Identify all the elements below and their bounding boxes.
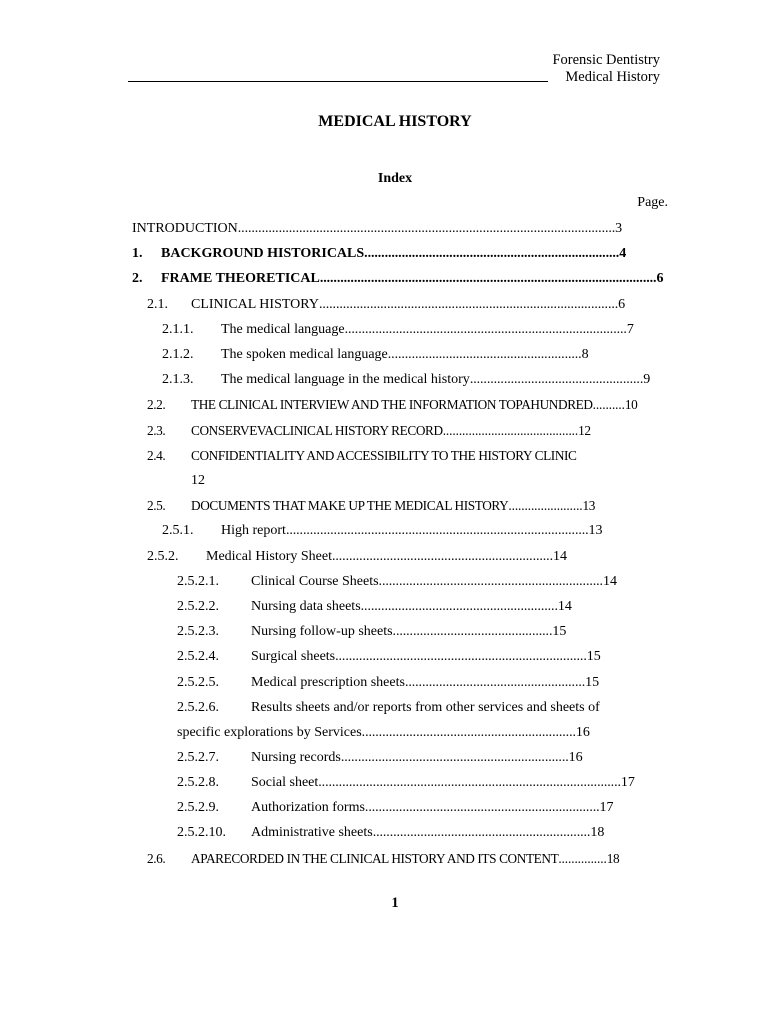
toc-entry-2-5-2-6[interactable]: [177, 699, 600, 717]
toc-entry-2-3[interactable]: [147, 422, 591, 440]
toc-leader-dots: ...............: [558, 851, 607, 866]
toc-entry-text: APARECORDED IN THE CLINICAL HISTORY AND ITS CONTENT: [191, 851, 559, 866]
toc-entry-text: CLINICAL HISTORY: [191, 297, 319, 312]
toc-entry-text: Nursing data sheets: [251, 599, 361, 614]
toc-entry-2-5-2-6-cont[interactable]: [177, 724, 590, 742]
toc-entry-2-1-1[interactable]: [162, 321, 634, 339]
toc-entry-number: 2.5.2.7.: [177, 750, 219, 765]
toc-entry-text: The medical language: [221, 322, 345, 337]
toc-leader-dots: ...................................................................................: [344, 322, 627, 337]
toc-entry-number: 2.5.2.10.: [177, 825, 226, 840]
toc-entry-2-1-3[interactable]: [162, 371, 650, 389]
toc-leader-dots: ..........................................................: [360, 599, 558, 614]
toc-entry-2[interactable]: [132, 270, 663, 288]
toc-entry-number: 2.5.2.: [147, 549, 179, 564]
toc-page-number: 17: [599, 800, 614, 815]
toc-entry-text: INTRODUCTION: [132, 221, 238, 236]
toc-entry-2-1[interactable]: [147, 296, 625, 314]
toc-leader-dots: ...........................................................................: [364, 246, 620, 261]
toc-entry-text: Social sheet: [251, 775, 319, 790]
toc-entry-text: CONSERVEVACLINICAL HISTORY RECORD: [191, 423, 443, 438]
toc-entry-2-5-2-2[interactable]: [177, 598, 572, 616]
toc-entry-text: FRAME THEORETICAL: [161, 271, 320, 286]
toc-entry-number: 2.1.1.: [162, 322, 194, 337]
toc-page-number: 12: [578, 423, 591, 438]
toc-leader-dots: ..........................................................................: [335, 649, 587, 664]
document-title: MEDICAL HISTORY: [318, 113, 472, 130]
toc-entry-text: THE CLINICAL INTERVIEW AND THE INFORMATION TOPAHUNDRED: [191, 397, 593, 412]
toc-entry-number: 1.: [132, 246, 143, 261]
header-rule: [128, 81, 548, 82]
toc-entry-2-5-2-4[interactable]: [177, 648, 601, 666]
toc-entry-2-5[interactable]: [147, 497, 595, 515]
toc-page-number: 10: [624, 397, 638, 412]
toc-entry-2-5-2-1[interactable]: [177, 573, 617, 591]
toc-page-number: 13: [588, 523, 603, 538]
toc-entry-2-5-2-9[interactable]: [177, 799, 614, 817]
toc-page-number: 15: [586, 649, 601, 664]
page-column-label: Page.: [637, 195, 668, 210]
toc-leader-dots: .........................................................: [387, 347, 582, 362]
toc-page-number: 15: [552, 624, 567, 639]
toc-leader-dots: ..........................................: [442, 423, 579, 438]
toc-leader-dots: ........................................................................................: [318, 297, 619, 312]
toc-entry-text: BACKGROUND HISTORICALS: [161, 246, 365, 261]
index-heading: Index: [377, 171, 413, 186]
toc-leader-dots: ................................................................: [372, 825, 591, 840]
header-line-1: Forensic Dentistry: [552, 52, 660, 68]
toc-page-number: 7: [626, 322, 634, 337]
toc-page-number: 9: [643, 372, 651, 387]
toc-leader-dots: ...............................................................: [361, 725, 576, 740]
toc-entry-number: 2.5.2.4.: [177, 649, 219, 664]
toc-entry-number: 2.1.3.: [162, 372, 194, 387]
toc-leader-dots: ...............................................: [392, 624, 553, 639]
toc-entry-text: Authorization forms: [251, 800, 365, 815]
toc-entry-text: specific explorations by Services: [177, 725, 362, 740]
toc-entry-introduction[interactable]: [132, 220, 622, 238]
toc-page-number: 16: [575, 725, 590, 740]
toc-page-number: 18: [606, 851, 620, 866]
toc-entry-number: 2.1.2.: [162, 347, 194, 362]
toc-page-number: 13: [582, 498, 596, 513]
toc-page-number: 8: [581, 347, 589, 362]
toc-entry-number: 2.5.2.1.: [177, 574, 219, 589]
toc-page-number: 18: [590, 825, 605, 840]
toc-entry-number: 2.6.: [147, 851, 166, 866]
toc-entry-text: The medical language in the medical history: [221, 372, 470, 387]
toc-entry-2-5-2-8[interactable]: [177, 774, 635, 792]
toc-entry-2-4-page[interactable]: [191, 472, 205, 490]
toc-leader-dots: ..................................................................: [378, 574, 603, 589]
toc-leader-dots: .................................................................: [331, 549, 553, 564]
toc-entry-2-5-2-5[interactable]: [177, 674, 599, 692]
toc-leader-dots: ...................................................: [469, 372, 644, 387]
toc-entry-text: The spoken medical language: [221, 347, 388, 362]
toc-page-number: 16: [568, 750, 583, 765]
toc-entry-text: Nursing follow-up sheets: [251, 624, 393, 639]
toc-entry-2-2[interactable]: [147, 396, 637, 414]
toc-entry-number: 2.5.2.8.: [177, 775, 219, 790]
toc-entry-number: 2.1.: [147, 297, 168, 312]
toc-entry-2-5-2[interactable]: [147, 548, 567, 566]
footer-page-number: 1: [391, 895, 399, 911]
toc-entry-number: 2.2.: [147, 397, 166, 412]
toc-entry-number: 2.5.2.6.: [177, 700, 219, 715]
toc-leader-dots: .........................................................................................: [318, 775, 621, 790]
toc-entry-number: 2.5.2.3.: [177, 624, 219, 639]
toc-entry-number: 2.5.: [147, 498, 166, 513]
toc-page-number: 4: [619, 246, 627, 261]
toc-leader-dots: .......................: [508, 498, 583, 513]
toc-leader-dots: ..........: [592, 397, 625, 412]
toc-entry-text: Nursing records: [251, 750, 341, 765]
toc-entry-2-1-2[interactable]: [162, 346, 589, 364]
toc-leader-dots: .....................................................................: [364, 800, 600, 815]
running-header: [552, 52, 660, 86]
toc-page-number: 14: [602, 574, 617, 589]
toc-entry-number: 2.5.2.5.: [177, 675, 219, 690]
toc-page-number: 17: [620, 775, 635, 790]
toc-entry-2-5-1[interactable]: [162, 522, 603, 540]
header-line-2: Medical History: [565, 69, 660, 85]
toc-entry-2-4[interactable]: [147, 447, 577, 465]
toc-entry-text: High report: [221, 523, 286, 538]
toc-leader-dots: .........................................................................................: [285, 523, 589, 538]
toc-entry-text: Surgical sheets: [251, 649, 336, 664]
toc-entry-number: 2.4.: [147, 448, 166, 463]
toc-entry-text: Results sheets and/or reports from other services and sheets of: [251, 700, 600, 715]
toc-entry-2-5-2-7[interactable]: [177, 749, 583, 767]
toc-page-number: 6: [618, 297, 626, 312]
toc-entry-text: CONFIDENTIALITY AND ACCESSIBILITY TO THE HISTORY CLINIC: [191, 448, 577, 463]
toc-entry-2-5-2-10[interactable]: [177, 824, 604, 842]
toc-entry-number: 2.3.: [147, 423, 166, 438]
toc-entry-text: Clinical Course Sheets: [251, 574, 379, 589]
toc-entry-text: Medical History Sheet: [206, 549, 332, 564]
toc-leader-dots: ...................................................................................................: [319, 271, 657, 286]
toc-page-number: 14: [553, 549, 567, 564]
toc-entry-number: 2.5.2.9.: [177, 800, 219, 815]
toc-entry-2-5-2-3[interactable]: [177, 623, 566, 641]
toc-entry-number: 2.5.1.: [162, 523, 194, 538]
toc-leader-dots: ...............................................................................................................: [237, 221, 616, 236]
toc-entry-1[interactable]: [132, 245, 626, 263]
toc-leader-dots: .....................................................: [404, 675, 586, 690]
toc-entry-text: Medical prescription sheets: [251, 675, 405, 690]
toc-entry-number: 2.5.2.2.: [177, 599, 219, 614]
toc-entry-number: 2.: [132, 271, 143, 286]
toc-page-number: 15: [585, 675, 600, 690]
toc-page-number: 12: [191, 473, 205, 488]
toc-page-number: 6: [656, 271, 664, 286]
toc-page-number: 3: [615, 221, 623, 236]
toc-leader-dots: ...................................................................: [340, 750, 569, 765]
toc-page-number: 14: [557, 599, 572, 614]
toc-entry-2-6[interactable]: [147, 850, 619, 868]
toc-entry-text: Administrative sheets: [251, 825, 373, 840]
toc-entry-text: DOCUMENTS THAT MAKE UP THE MEDICAL HISTORY: [191, 498, 509, 513]
